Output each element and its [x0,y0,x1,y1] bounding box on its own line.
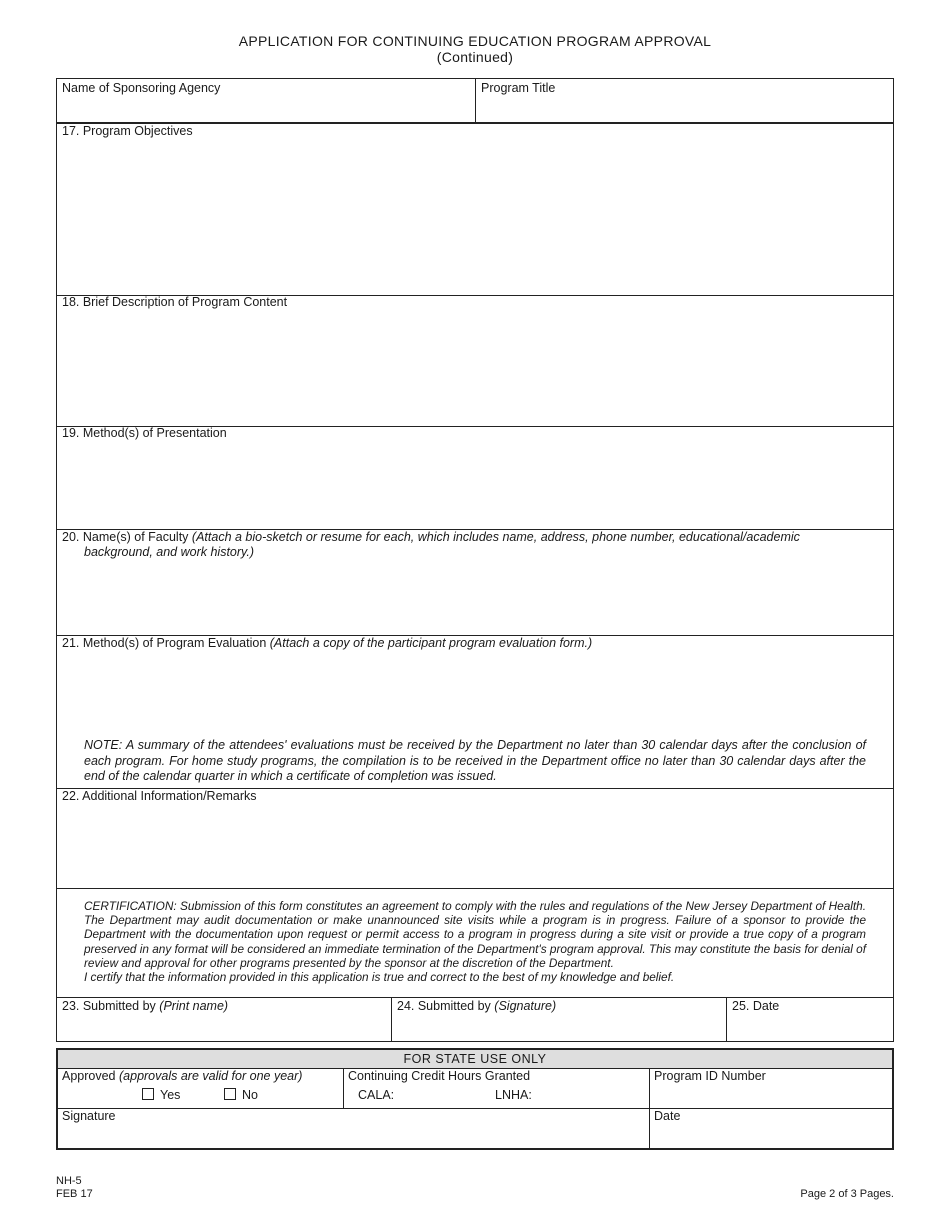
evaluation-note: NOTE: A summary of the attendees' evaluations must be received by the Department no later than 30 calendar days after the conclusion of each program. For home study programs, the compilation is to be received in the Department office no later than 30 calendar days after the end of the calendar quarter in which a certificate of completion was issued. [84,738,866,783]
submitted-by-print-label: 23. Submitted by [62,999,156,1013]
evaluation-methods-field[interactable] [62,636,592,651]
lnha-field[interactable] [495,1088,532,1103]
faculty-field[interactable] [62,530,800,545]
submission-divider-1 [391,998,392,1041]
program-content-field[interactable] [62,295,287,310]
presentation-methods-label: 19. Method(s) of Presentation [62,426,227,440]
certification-statement [84,899,866,984]
sponsoring-agency-label: Name of Sponsoring Agency [62,81,221,95]
program-objectives-label: 17. Program Objectives [62,124,193,138]
state-date-field[interactable] [654,1109,680,1124]
lnha-label: LNHA: [495,1088,532,1102]
page-number: Page 2 of 3 Pages. [800,1188,894,1200]
state-divider-2 [649,1069,650,1148]
credit-hours-label: Continuing Credit Hours Granted [348,1069,531,1083]
no-checkbox[interactable] [224,1088,236,1100]
state-divider-1 [343,1069,344,1109]
divider-certification [57,888,893,889]
program-id-field[interactable] [654,1069,766,1084]
submission-row [56,997,894,1042]
state-signature-field[interactable] [62,1109,116,1124]
form-id: NH-5 [56,1175,82,1187]
state-signature-label: Signature [62,1109,116,1123]
program-title-field[interactable] [481,81,555,96]
program-id-label: Program ID Number [654,1069,766,1083]
submitted-by-signature-field[interactable] [397,999,556,1014]
faculty-note: (Attach a bio-sketch or resume for each, which includes name, address, phone number, educational/academic [191,530,800,544]
submission-date-label: 25. Date [732,999,780,1013]
evaluation-methods-note: (Attach a copy of the participant program evaluation form.) [269,636,593,650]
form-revision: FEB 17 [56,1188,93,1200]
submitted-by-print-field[interactable] [62,999,228,1014]
sponsoring-agency-field[interactable] [62,81,220,96]
approved-hint: (approvals are valid for one year) [119,1069,303,1083]
submitted-by-signature-label: 24. Submitted by [397,999,491,1013]
program-title-label: Program Title [481,81,556,95]
state-use-header: FOR STATE USE ONLY [58,1050,892,1069]
yes-label: Yes [160,1088,181,1102]
presentation-methods-field[interactable] [62,426,227,441]
program-content-label: 18. Brief Description of Program Content [62,295,288,309]
state-use-divider [58,1108,892,1109]
certification-text: CERTIFICATION: Submission of this form constitutes an agreement to comply with the rules and regulations of the New Jersey Department of Health. The Department may audit documentation or make unannounced site visits while a program is in progress. Failure of a sponsor to provide the Department with the documentation upon request or permit access to a program in progress during a site visit or provide a true copy of a program preserved in any format will be considered an immediate termination of the Department's program approval. This may constitute the basis for denial of review and approval for other programs presented by the sponsor at the discretion of the Department. [84,899,866,970]
top-row-divider [475,79,476,122]
additional-info-field[interactable] [62,789,257,804]
approved-label-wrap [62,1069,302,1084]
submission-divider-2 [726,998,727,1041]
approved-no-option[interactable] [224,1088,258,1103]
approved-yes-option[interactable] [142,1088,180,1103]
state-date-label: Date [654,1109,681,1123]
yes-checkbox[interactable] [142,1088,154,1100]
program-objectives-field[interactable] [62,124,193,139]
certification-certify: I certify that the information provided in this application is true and correct to the best of my knowledge and belief. [84,970,675,985]
evaluation-methods-label: 21. Method(s) of Program Evaluation [62,636,267,650]
state-use-section [56,1048,894,1150]
cala-label: CALA: [358,1088,395,1102]
form-title: APPLICATION FOR CONTINUING EDUCATION PROGRAM APPROVAL [238,33,712,49]
approved-label: Approved [62,1069,116,1083]
top-row [56,78,894,124]
cala-field[interactable] [358,1088,394,1103]
form-subtitle: (Continued) [436,49,514,65]
submission-date-field[interactable] [732,999,779,1014]
additional-info-label: 22. Additional Information/Remarks [62,789,257,803]
main-sections [56,123,894,998]
faculty-note-line2: background, and work history.) [84,545,254,559]
no-label: No [242,1088,258,1102]
faculty-label: 20. Name(s) of Faculty [62,530,189,544]
signature-hint: (Signature) [494,999,557,1013]
print-name-hint: (Print name) [159,999,229,1013]
